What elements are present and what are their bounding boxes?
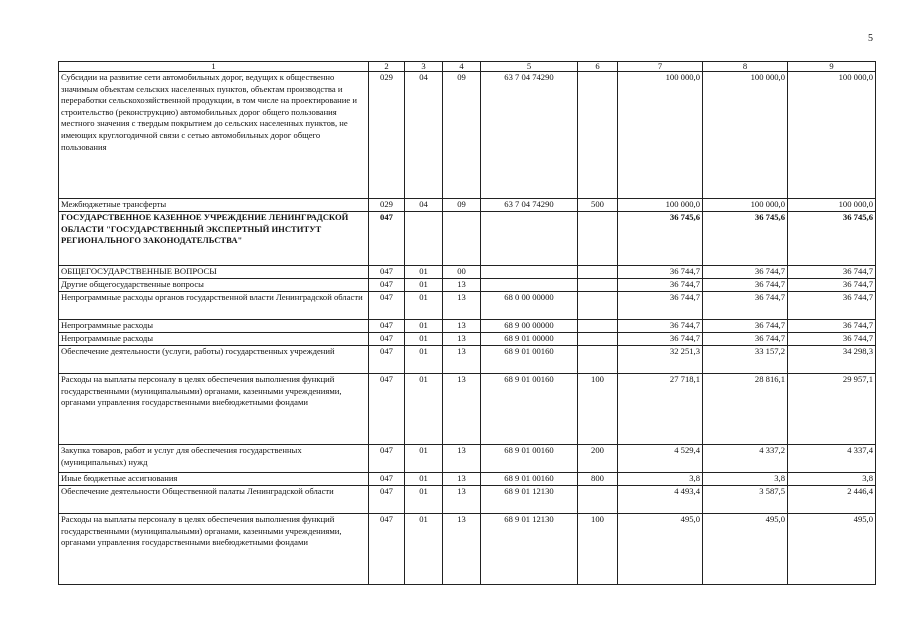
- amount-year-3: 34 298,3: [788, 346, 876, 374]
- code-ministry: 047: [369, 279, 405, 292]
- code-expense-type: 200: [578, 445, 618, 473]
- amount-year-3: 36 745,6: [788, 212, 876, 266]
- code-subsection: 13: [443, 320, 481, 333]
- code-expense-type: [578, 292, 618, 320]
- code-subsection: 13: [443, 374, 481, 445]
- amount-year-1: 27 718,1: [618, 374, 703, 445]
- budget-table: [58, 61, 876, 585]
- code-subsection: 13: [443, 473, 481, 486]
- row-name: ГОСУДАРСТВЕННОЕ КАЗЕННОЕ УЧРЕЖДЕНИЕ ЛЕНИНГРАДСКОЙ ОБЛАСТИ "ГОСУДАРСТВЕННЫЙ ЭКСПЕРТНЫЙ ИНСТИТУТ РЕГИОНАЛЬНОГО ЗАКОНОДАТЕЛЬСТВА": [59, 212, 369, 266]
- row-name: Расходы на выплаты персоналу в целях обеспечения выполнения функций государственными (муниципальными) органами, казенными учреждениями, органами управления государственными внебюджетными фондами: [59, 374, 369, 445]
- code-expense-type: [578, 279, 618, 292]
- row-name: ОБЩЕГОСУДАРСТВЕННЫЕ ВОПРОСЫ: [59, 266, 369, 279]
- code-section: 01: [405, 266, 443, 279]
- code-expense-type: 500: [578, 199, 618, 212]
- code-ministry: 047: [369, 346, 405, 374]
- row-name: Расходы на выплаты персоналу в целях обеспечения выполнения функций государственными (муниципальными) органами, казенными учреждениями, органами управления государственными внебюджетными фондами: [59, 514, 369, 585]
- row-name: Непрограммные расходы: [59, 320, 369, 333]
- code-expense-type: [578, 333, 618, 346]
- code-target-article: 68 9 01 00160: [481, 374, 578, 445]
- code-subsection: 13: [443, 346, 481, 374]
- table-row: [59, 279, 876, 292]
- code-expense-type: [578, 212, 618, 266]
- table-row: [59, 72, 876, 199]
- row-name: Закупка товаров, работ и услуг для обеспечения государственных (муниципальных) нужд: [59, 445, 369, 473]
- code-section: 01: [405, 346, 443, 374]
- code-subsection: 13: [443, 486, 481, 514]
- amount-year-2: 36 744,7: [703, 333, 788, 346]
- code-expense-type: 800: [578, 473, 618, 486]
- amount-year-2: 495,0: [703, 514, 788, 585]
- amount-year-1: 36 744,7: [618, 279, 703, 292]
- column-header: 3: [405, 62, 443, 72]
- code-section: 01: [405, 374, 443, 445]
- table-row: [59, 445, 876, 473]
- column-header: 4: [443, 62, 481, 72]
- amount-year-2: 3 587,5: [703, 486, 788, 514]
- amount-year-1: 36 745,6: [618, 212, 703, 266]
- table-row: [59, 486, 876, 514]
- code-section: 01: [405, 333, 443, 346]
- amount-year-2: 100 000,0: [703, 72, 788, 199]
- code-expense-type: [578, 72, 618, 199]
- code-section: 01: [405, 473, 443, 486]
- amount-year-3: 100 000,0: [788, 72, 876, 199]
- code-expense-type: [578, 320, 618, 333]
- column-header: 9: [788, 62, 876, 72]
- table-row: [59, 374, 876, 445]
- table-row: [59, 292, 876, 320]
- amount-year-2: 4 337,2: [703, 445, 788, 473]
- code-ministry: 029: [369, 72, 405, 199]
- code-expense-type: [578, 266, 618, 279]
- amount-year-1: 36 744,7: [618, 266, 703, 279]
- amount-year-3: 4 337,4: [788, 445, 876, 473]
- row-name: Непрограммные расходы органов государственной власти Ленинградской области: [59, 292, 369, 320]
- code-ministry: 047: [369, 266, 405, 279]
- amount-year-3: 36 744,7: [788, 279, 876, 292]
- amount-year-3: 36 744,7: [788, 266, 876, 279]
- amount-year-2: 36 744,7: [703, 266, 788, 279]
- amount-year-1: 36 744,7: [618, 320, 703, 333]
- row-name: Межбюджетные трансферты: [59, 199, 369, 212]
- table-row: [59, 199, 876, 212]
- code-subsection: 00: [443, 266, 481, 279]
- amount-year-1: 100 000,0: [618, 72, 703, 199]
- code-section: 01: [405, 292, 443, 320]
- code-ministry: 047: [369, 445, 405, 473]
- row-name: Иные бюджетные ассигнования: [59, 473, 369, 486]
- amount-year-3: 36 744,7: [788, 333, 876, 346]
- column-header: 1: [59, 62, 369, 72]
- table-row: [59, 514, 876, 585]
- code-ministry: 047: [369, 514, 405, 585]
- code-ministry: 047: [369, 320, 405, 333]
- table-row: [59, 333, 876, 346]
- code-section: 04: [405, 72, 443, 199]
- code-target-article: 63 7 04 74290: [481, 199, 578, 212]
- column-header: 8: [703, 62, 788, 72]
- amount-year-1: 3,8: [618, 473, 703, 486]
- amount-year-3: 2 446,4: [788, 486, 876, 514]
- code-target-article: 68 9 01 12130: [481, 514, 578, 585]
- table-row: [59, 266, 876, 279]
- code-target-article: 68 9 01 00000: [481, 333, 578, 346]
- code-expense-type: 100: [578, 374, 618, 445]
- amount-year-2: 36 745,6: [703, 212, 788, 266]
- amount-year-2: 33 157,2: [703, 346, 788, 374]
- code-target-article: 68 9 01 00160: [481, 473, 578, 486]
- column-number-header: [59, 62, 876, 72]
- code-target-article: [481, 212, 578, 266]
- code-target-article: 68 9 01 12130: [481, 486, 578, 514]
- code-section: 01: [405, 320, 443, 333]
- row-name: Субсидии на развитие сети автомобильных дорог, ведущих к общественно значимым объектам сельских населенных пунктов, объектам производства и переработки сельскохозяйственной продукции, в том числе на проектирование и строительство (реконструкцию) автомобильных дорог общего пользования местного значения с твердым покрытием до сельских населенных пунктов, не имеющих круглогодичной связи с сетью автомобильных дорог общего пользования: [59, 72, 369, 199]
- code-ministry: 047: [369, 292, 405, 320]
- table-row: [59, 346, 876, 374]
- table-row: [59, 320, 876, 333]
- code-subsection: 13: [443, 292, 481, 320]
- code-expense-type: [578, 346, 618, 374]
- code-expense-type: [578, 486, 618, 514]
- row-name: Непрограммные расходы: [59, 333, 369, 346]
- code-ministry: 047: [369, 374, 405, 445]
- column-header: 7: [618, 62, 703, 72]
- code-target-article: [481, 266, 578, 279]
- amount-year-1: 32 251,3: [618, 346, 703, 374]
- amount-year-1: 4 529,4: [618, 445, 703, 473]
- code-subsection: 13: [443, 279, 481, 292]
- code-section: 04: [405, 199, 443, 212]
- row-name: Обеспечение деятельности Общественной палаты Ленинградской области: [59, 486, 369, 514]
- budget-table-body: [59, 62, 876, 585]
- code-target-article: [481, 279, 578, 292]
- code-section: 01: [405, 279, 443, 292]
- amount-year-2: 3,8: [703, 473, 788, 486]
- row-name: Другие общегосударственные вопросы: [59, 279, 369, 292]
- code-ministry: 029: [369, 199, 405, 212]
- amount-year-1: 4 493,4: [618, 486, 703, 514]
- amount-year-2: 28 816,1: [703, 374, 788, 445]
- code-expense-type: 100: [578, 514, 618, 585]
- code-section: 01: [405, 445, 443, 473]
- code-subsection: 13: [443, 514, 481, 585]
- code-subsection: 13: [443, 333, 481, 346]
- amount-year-3: 29 957,1: [788, 374, 876, 445]
- code-section: 01: [405, 514, 443, 585]
- table-row: [59, 212, 876, 266]
- row-name: Обеспечение деятельности (услуги, работы) государственных учреждений: [59, 346, 369, 374]
- column-header: 5: [481, 62, 578, 72]
- code-target-article: 68 9 01 00160: [481, 346, 578, 374]
- amount-year-3: 36 744,7: [788, 292, 876, 320]
- amount-year-2: 36 744,7: [703, 320, 788, 333]
- code-section: 01: [405, 486, 443, 514]
- code-subsection: 09: [443, 199, 481, 212]
- table-row: [59, 473, 876, 486]
- amount-year-2: 36 744,7: [703, 279, 788, 292]
- column-header: 2: [369, 62, 405, 72]
- code-target-article: 63 7 04 74290: [481, 72, 578, 199]
- page-number: 5: [868, 33, 873, 44]
- code-subsection: 13: [443, 445, 481, 473]
- code-ministry: 047: [369, 333, 405, 346]
- code-target-article: 68 0 00 00000: [481, 292, 578, 320]
- code-subsection: 09: [443, 72, 481, 199]
- code-target-article: 68 9 00 00000: [481, 320, 578, 333]
- code-section: [405, 212, 443, 266]
- column-header: 6: [578, 62, 618, 72]
- amount-year-3: 100 000,0: [788, 199, 876, 212]
- amount-year-2: 100 000,0: [703, 199, 788, 212]
- amount-year-1: 495,0: [618, 514, 703, 585]
- amount-year-2: 36 744,7: [703, 292, 788, 320]
- code-target-article: 68 9 01 00160: [481, 445, 578, 473]
- amount-year-3: 36 744,7: [788, 320, 876, 333]
- amount-year-3: 3,8: [788, 473, 876, 486]
- amount-year-1: 36 744,7: [618, 333, 703, 346]
- amount-year-3: 495,0: [788, 514, 876, 585]
- amount-year-1: 100 000,0: [618, 199, 703, 212]
- code-ministry: 047: [369, 212, 405, 266]
- code-ministry: 047: [369, 473, 405, 486]
- code-ministry: 047: [369, 486, 405, 514]
- code-subsection: [443, 212, 481, 266]
- amount-year-1: 36 744,7: [618, 292, 703, 320]
